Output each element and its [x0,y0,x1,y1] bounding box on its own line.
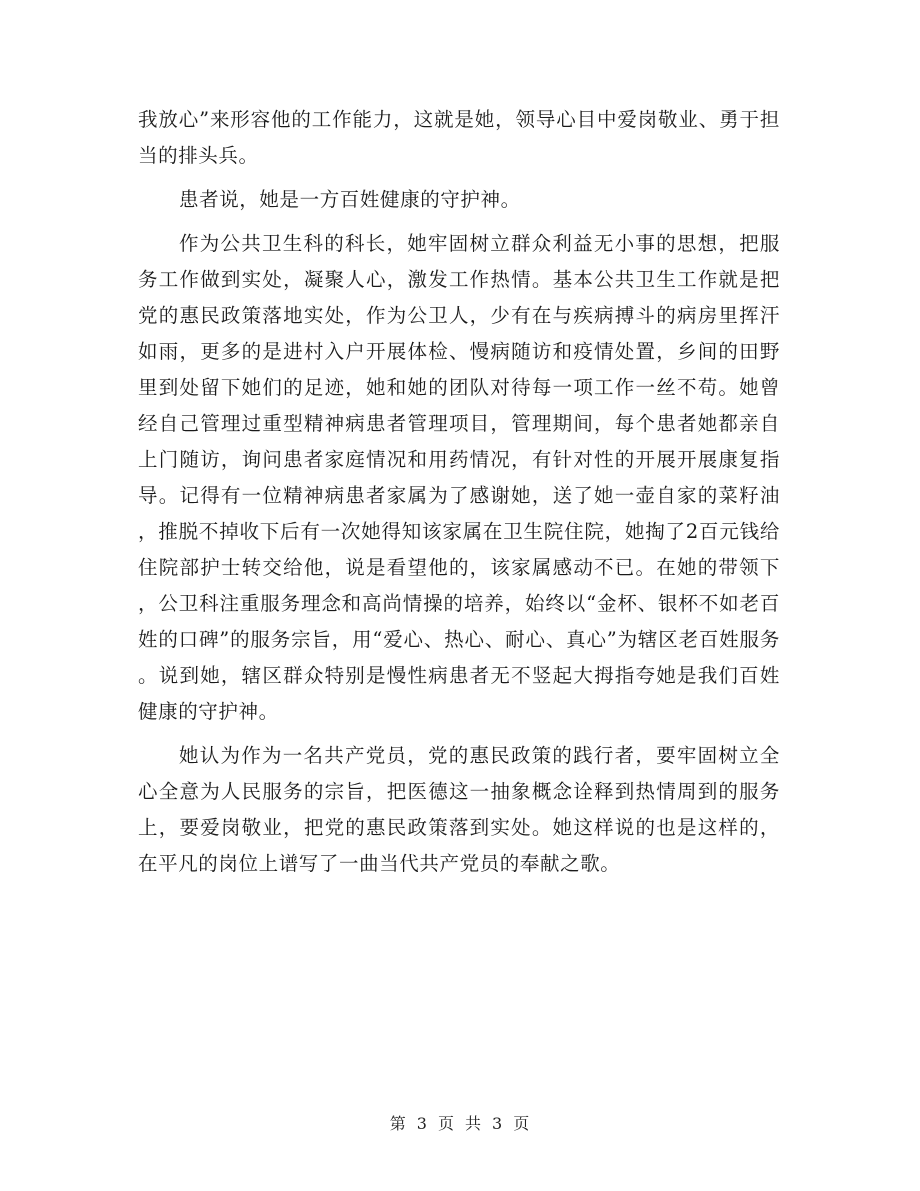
paragraph: 她认为作为一名共产党员，党的惠民政策的践行者，要牢固树立全心全意为人民服务的宗旨，把医德这一抽象概念诠释到热情周到的服务上，要爱岗敬业，把党的惠民政策落到实处。她这样说的也是这样的，在平凡的岗位上谱写了一曲当代共产党员的奉献之歌。 [138,744,780,875]
paragraph: 我放心”来形容他的工作能力，这就是她，领导心目中爱岗敬业、勇于担当的排头兵。 [138,108,780,167]
footer-prefix: 第 [389,1114,407,1133]
paragraph: 患者说，她是一方百姓健康的守护神。 [179,188,521,211]
body-text [138,102,780,882]
footer-total-word: 共 [465,1114,483,1133]
footer-page-word: 页 [437,1114,455,1133]
paragraph: 作为公共卫生科的科长，她牢固树立群众利益无小事的思想，把服务工作做到实处，凝聚人心，激发工作热情。基本公共卫生工作就是把党的惠民政策落地实处，作为公卫人，少有在与疾病搏斗的病房里挥汗如雨，更多的是进村入户开展体检、慢病随访和疫情处置，乡间的田野里到处留下她们的足迹，她和她的团队对待每一项工作一丝不苟。她曾经自己管理过重型精神病患者管理项目，管理期间，每个患者她都亲自上门随访，询问患者家庭情况和用药情况，有针对性的开展开展康复指导。记得有一位精神病患者家属为了感谢她，送了她一壶自家的菜籽油，推脱不掉收下后有一次她得知该家属在卫生院住院，她掏了2百元钱给住院部护士转交给他，说是看望他的，该家属感动不已。在她的带领下，公卫科注重服务理念和高尚情操的培养，始终以“金杯、银杯不如老百姓的口碑”的服务宗旨，用“爱心、热心、耐心、真心”为辖区老百姓服务。说到她，辖区群众特别是慢性病患者无不竖起大拇指夸她是我们百姓健康的守护神。 [138,232,780,723]
footer-total-pages: 3 [492,1114,504,1133]
page-footer [0,1111,920,1134]
footer-suffix: 页 [513,1114,531,1133]
footer-current-page: 3 [416,1114,428,1133]
